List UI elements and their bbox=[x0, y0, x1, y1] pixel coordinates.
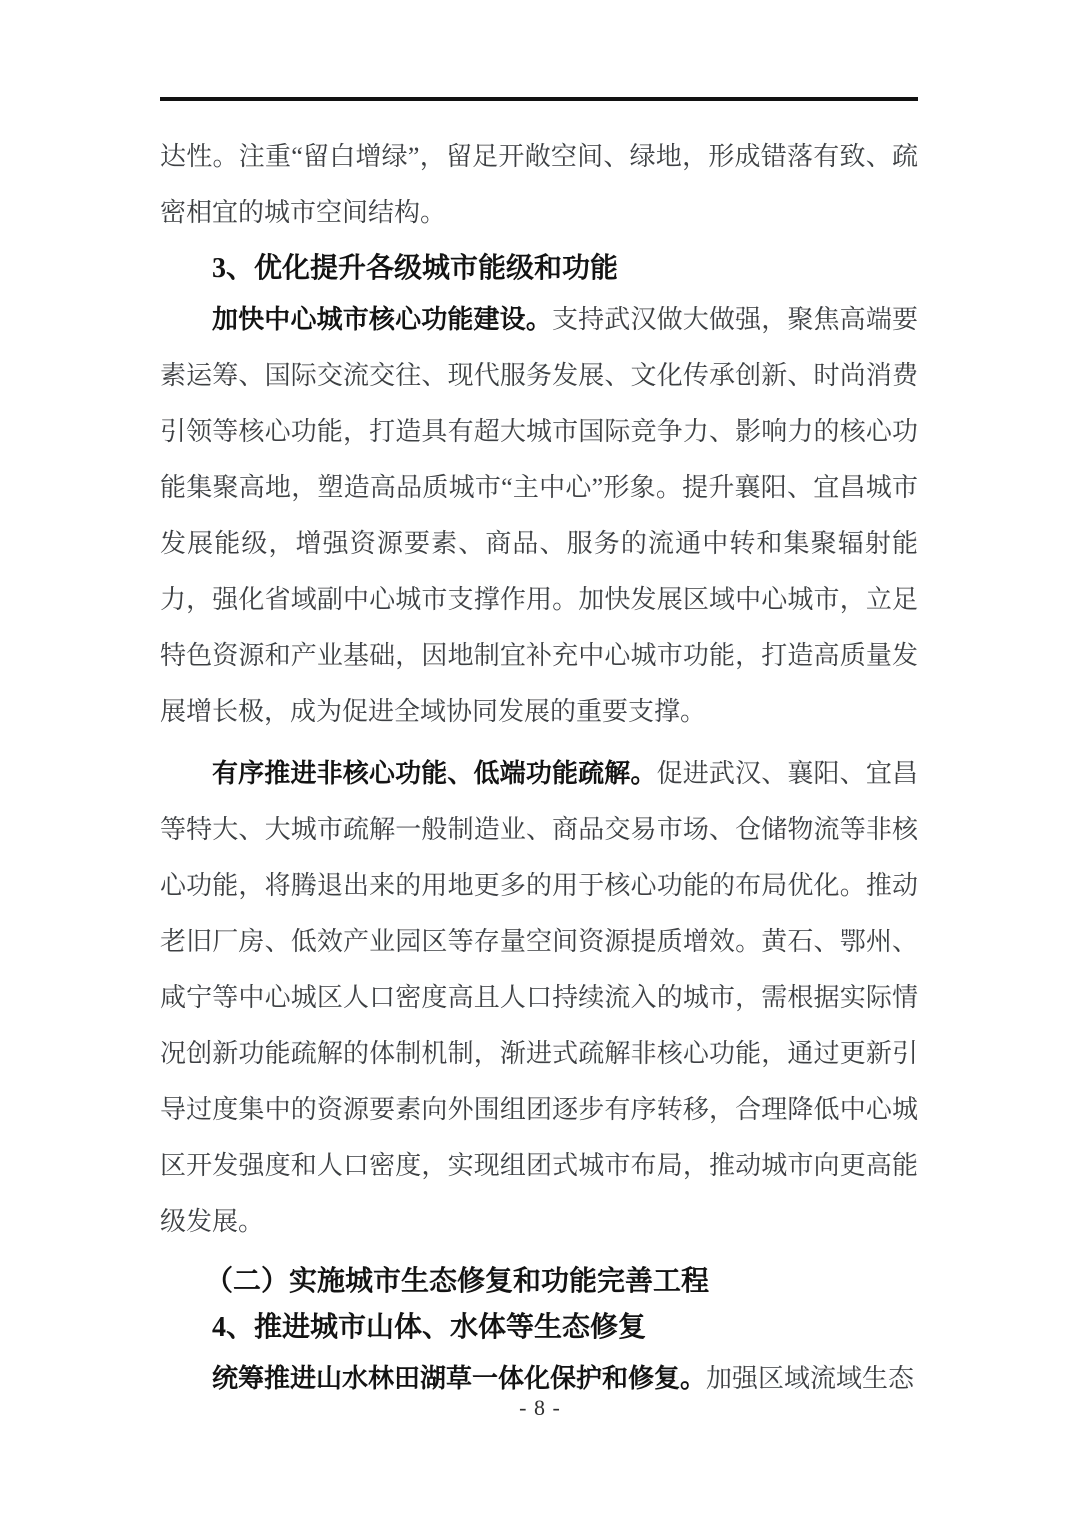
paragraph-text: 加强区域流域生态 bbox=[706, 1364, 915, 1393]
paragraph-text: 支持武汉做大做强，聚焦高端要素运筹、国际交流交往、现代服务发展、文化传承创新、时尚消费引领等核心功能，打造具有超大城市国际竞争力、影响力的核心功能集聚高地，塑造高品质城市“主中心”形象。提升襄阳、宜昌城市发展能级，增强资源要素、商品、服务的流通中转和集聚辐射能力，强化省域副中心城市支撑作用。加快发展区域中心城市，立足特色资源和产业基础，因地制宜补充中心城市功能，打造高质量发展增长极，成为促进全域协同发展的重要支撑。 bbox=[160, 305, 918, 726]
heading-numbered-4: 4、推进城市山体、水体等生态修复 bbox=[212, 1312, 647, 1343]
page-number: - 8 - bbox=[519, 1395, 561, 1420]
heading-section-2: （二）实施城市生态修复和功能完善工程 bbox=[205, 1266, 710, 1297]
paragraph-lead: 有序推进非核心功能、低端功能疏解。 bbox=[212, 759, 657, 788]
paragraph-lead: 统筹推进山水林田湖草一体化保护和修复。 bbox=[212, 1364, 707, 1393]
paragraph-continuation bbox=[160, 129, 918, 241]
heading-numbered-3: 3、优化提升各级城市能级和功能 bbox=[212, 253, 619, 284]
paragraph-text: 达性。注重“留白增绿”，留足开敞空间、绿地，形成错落有致、疏密相宜的城市空间结构。 bbox=[160, 142, 918, 227]
paragraph-lead: 加快中心城市核心功能建设。 bbox=[212, 305, 552, 334]
paragraph bbox=[160, 746, 918, 1250]
document-body bbox=[160, 101, 918, 1407]
paragraph bbox=[160, 292, 918, 740]
paragraph-text: 促进武汉、襄阳、宜昌等特大、大城市疏解一般制造业、商品交易市场、仓储物流等非核心功能，将腾退出来的用地更多的用于核心功能的布局优化。推动老旧厂房、低效产业园区等存量空间资源提质增效。黄石、鄂州、咸宁等中心城区人口密度高且人口持续流入的城市，需根据实际情况创新功能疏解的体制机制，渐进式疏解非核心功能，通过更新引导过度集中的资源要素向外围组团逐步有序转移，合理降低中心城区开发强度和人口密度，实现组团式城市布局，推动城市向更高能级发展。 bbox=[160, 759, 918, 1236]
